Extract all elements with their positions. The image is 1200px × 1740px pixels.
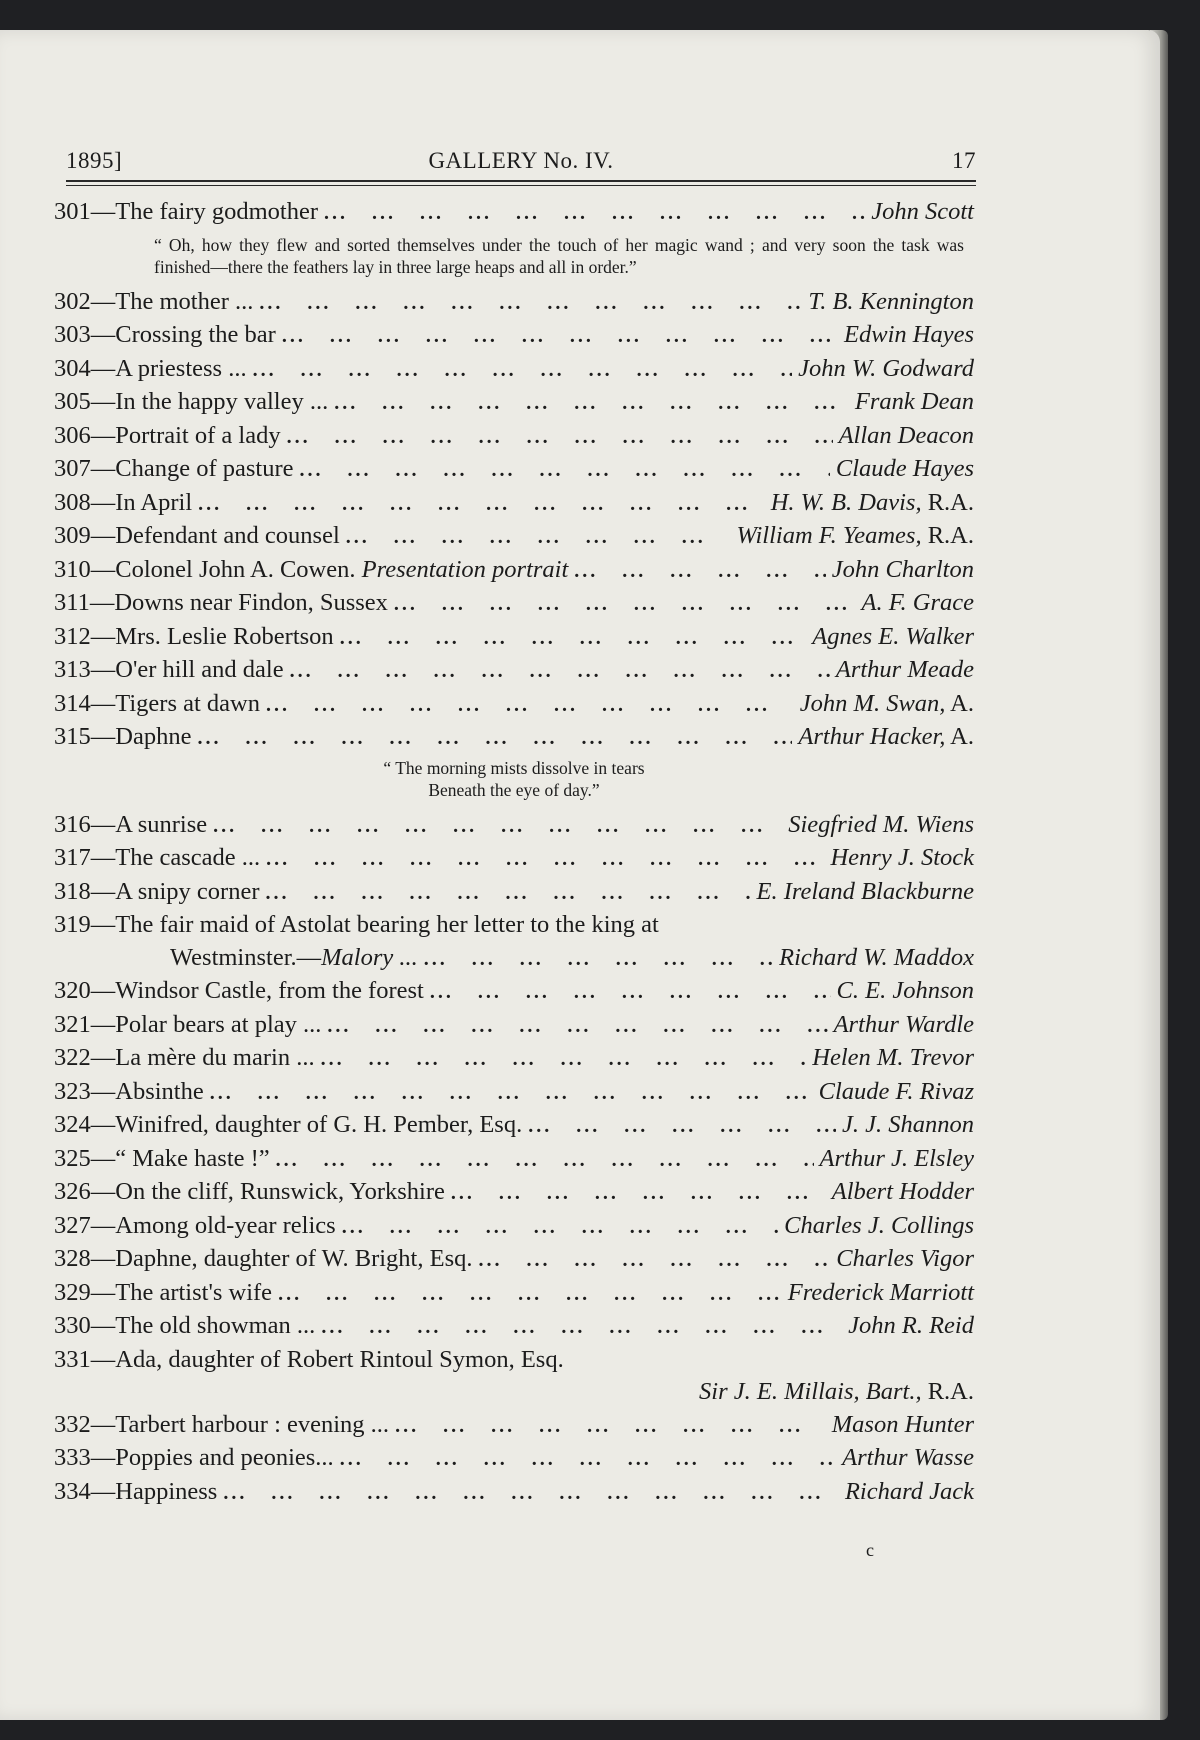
- catalogue-entry: [54, 1143, 974, 1177]
- catalogue-entry: [54, 353, 974, 387]
- dot-leader: [300, 454, 830, 487]
- entry-title: 313—O'er hill and dale: [54, 656, 284, 683]
- entry-title: 325—“ Make haste !”: [54, 1144, 270, 1172]
- catalogue-entry: [54, 420, 974, 454]
- catalogue-entry: [54, 975, 974, 1009]
- catalogue-entry: [54, 487, 974, 521]
- dot-leader: [334, 387, 849, 420]
- entry-artist: Arthur Hacker, A.: [798, 723, 974, 750]
- entry-artist: H. W. B. Davis, R.A.: [770, 488, 974, 516]
- entry-title: 308—In April: [54, 488, 193, 516]
- entry-artist: J. J. Shannon: [842, 1111, 974, 1138]
- dot-leader: [394, 588, 856, 621]
- entry-artist-suffix: A.: [945, 723, 974, 750]
- dot-leader: [327, 1010, 827, 1043]
- continuation-italic: Malory ...: [321, 943, 418, 971]
- entry-artist: Charles J. Collings: [784, 1211, 974, 1239]
- entry-title: 333—Poppies and peonies...: [54, 1444, 334, 1471]
- entry-title: 334—Happiness: [54, 1477, 218, 1505]
- entry-artist: William F. Yeames, R.A.: [736, 522, 974, 549]
- entry-title: 315—Daphne: [54, 723, 192, 750]
- catalogue-entry: [54, 654, 974, 688]
- entry-artist: Edwin Hayes: [844, 321, 974, 348]
- catalogue-entry: [54, 909, 974, 942]
- catalogue-entry: [54, 842, 974, 876]
- entry-artist-suffix: R.A.: [921, 522, 974, 549]
- catalogue-entry: [54, 1176, 974, 1210]
- dot-leader: [324, 197, 865, 230]
- entry-artist: Siegfried M. Wiens: [788, 810, 974, 838]
- entry-title: 332—Tarbert harbour : evening ...: [54, 1410, 390, 1438]
- catalogue-page: [0, 30, 1160, 1720]
- entry-artist: Helen M. Trevor: [812, 1044, 974, 1071]
- entry-title: 323—Absinthe: [54, 1077, 204, 1105]
- dot-leader: [342, 1211, 778, 1244]
- dot-leader: [197, 722, 792, 755]
- entry-artist: John Scott: [871, 198, 974, 225]
- signature-mark: c: [866, 1540, 874, 1560]
- dot-leader: [340, 1443, 836, 1476]
- entry-artist: T. B. Kennington: [808, 287, 974, 315]
- entry-continuation: [54, 942, 974, 976]
- entry-title: 324—Winifred, daughter of G. H. Pember, Esq.: [54, 1111, 523, 1138]
- catalogue-entry: [54, 1076, 974, 1110]
- entry-artist-suffix: A.: [945, 689, 974, 717]
- catalogue-entry: [54, 520, 974, 554]
- entry-title: 307—Change of pasture: [54, 455, 294, 482]
- entry-artist: Arthur Meade: [835, 656, 974, 683]
- catalogue-entry: [54, 621, 974, 655]
- page-number: 17: [952, 148, 976, 173]
- catalogue-entry: [54, 1310, 974, 1344]
- header-rule-thin: [66, 185, 976, 186]
- catalogue-entry: [54, 1442, 974, 1476]
- catalogue-entry: [54, 587, 974, 621]
- entry-artist: Charles Vigor: [836, 1245, 974, 1272]
- entry-title: 318—A snipy corner: [54, 877, 260, 905]
- dot-leader: [340, 622, 807, 655]
- dot-leader: [346, 521, 731, 554]
- entry-title: 304—A priestess ...: [54, 354, 247, 382]
- catalogue-entry: [54, 1277, 974, 1311]
- dot-leader: [287, 421, 833, 454]
- dot-leader: [276, 1144, 814, 1177]
- dot-leader: [321, 1311, 842, 1344]
- entry-title: 320—Windsor Castle, from the forest: [54, 977, 424, 1004]
- entry-title: 309—Defendant and counsel: [54, 522, 340, 549]
- entry-artist: A. F. Grace: [861, 589, 974, 616]
- entry-quote: “ Oh, how they flew and sorted themselves under the touch of her magic wand ; and very soon the task was finished—there the feathers lay in three large heaps and all in order.”: [154, 234, 964, 277]
- dot-leader: [278, 1278, 782, 1311]
- catalogue-entries: [54, 196, 974, 1509]
- entry-artist-suffix: R.A.: [921, 488, 974, 516]
- catalogue-entry: [54, 688, 974, 722]
- dot-leader: [395, 1410, 826, 1443]
- entry-title: 319—The fair maid of Astolat bearing her letter to the king at: [54, 911, 659, 938]
- entry-title: 329—The artist's wife: [54, 1278, 273, 1306]
- header-title: GALLERY No. IV.: [428, 148, 614, 173]
- entry-artist: Frederick Marriott: [787, 1278, 974, 1306]
- catalogue-entry: [54, 1009, 974, 1043]
- entry-artist: John M. Swan, A.: [799, 689, 974, 717]
- entry-title: 305—In the happy valley ...: [54, 388, 329, 415]
- entry-title: 306—Portrait of a lady: [54, 421, 281, 449]
- dot-leader: [213, 810, 782, 843]
- header-year: 1895]: [66, 148, 123, 173]
- entry-artist: C. E. Johnson: [836, 977, 974, 1004]
- catalogue-entry: [54, 721, 974, 755]
- dot-leader: [210, 1077, 813, 1110]
- dot-leader: [451, 1177, 826, 1210]
- entry-artist: Henry J. Stock: [830, 844, 974, 871]
- entry-title: 330—The old showman ...: [54, 1312, 316, 1339]
- entry-artist: Richard Jack: [844, 1477, 974, 1505]
- dot-leader: [479, 1244, 831, 1277]
- entry-artist: Claude F. Rivaz: [818, 1077, 974, 1105]
- entry-quote: [54, 757, 974, 801]
- dot-leader: [253, 354, 793, 387]
- quote-line: “ The morning mists dissolve in tears: [383, 757, 645, 778]
- entry-title: 331—Ada, daughter of Robert Rintoul Symon, Esq.: [54, 1345, 564, 1373]
- catalogue-entry: [54, 453, 974, 487]
- entry-title: 302—The mother ...: [54, 287, 254, 315]
- dot-leader: [321, 1043, 807, 1076]
- catalogue-entry: [54, 1344, 974, 1377]
- entry-title: 310—Colonel John A. Cowen. Presentation portrait: [54, 555, 569, 583]
- continuation-text: Westminster.—Malory ...: [170, 943, 418, 971]
- entry-artist: E. Ireland Blackburne: [756, 877, 974, 905]
- entry-title: 316—A sunrise: [54, 810, 208, 838]
- catalogue-entry: [54, 1109, 974, 1143]
- dot-leader: [266, 877, 751, 910]
- quote-line: Beneath the eye of day.”: [428, 779, 600, 800]
- entry-artist: John R. Reid: [848, 1312, 974, 1339]
- dot-leader: [198, 488, 765, 521]
- catalogue-entry: [54, 1210, 974, 1244]
- entry-artist: Arthur J. Elsley: [819, 1144, 974, 1172]
- catalogue-entry: [54, 1409, 974, 1443]
- entry-title: 328—Daphne, daughter of W. Bright, Esq.: [54, 1245, 473, 1272]
- catalogue-entry: [54, 319, 974, 353]
- dot-leader: [266, 843, 824, 876]
- entry-title: 312—Mrs. Leslie Robertson: [54, 622, 334, 650]
- header-rule-thick: [66, 180, 976, 182]
- entry-artist: Agnes E. Walker: [812, 622, 974, 650]
- entry-artist: Richard W. Maddox: [779, 943, 974, 971]
- entry-artist: Sir J. E. Millais, Bart.,: [699, 1378, 922, 1405]
- entry-artist: Mason Hunter: [831, 1410, 974, 1438]
- entry-title: 301—The fairy godmother: [54, 198, 318, 225]
- entry-artist: Frank Dean: [854, 388, 974, 415]
- entry-title-italic: Presentation portrait: [361, 555, 569, 583]
- entry-title: 322—La mère du marin ...: [54, 1044, 315, 1071]
- dot-leader: [528, 1110, 836, 1143]
- dot-leader: [223, 1477, 839, 1510]
- catalogue-entry: [54, 1476, 974, 1510]
- entry-artist: Albert Hodder: [831, 1178, 974, 1205]
- catalogue-entry: [54, 286, 974, 320]
- catalogue-entry: [54, 196, 974, 230]
- entry-artist: Arthur Wardle: [833, 1010, 974, 1038]
- entry-title: 321—Polar bears at play ...: [54, 1010, 322, 1038]
- dot-leader: [266, 689, 794, 722]
- entry-title: 317—The cascade ...: [54, 844, 261, 871]
- dot-leader: [282, 320, 838, 353]
- catalogue-entry: [54, 809, 974, 843]
- entry-artist-line: [54, 1376, 974, 1409]
- entry-artist: Arthur Wasse: [842, 1444, 974, 1471]
- dot-leader: [259, 287, 802, 320]
- entry-artist: Claude Hayes: [835, 455, 974, 482]
- entry-title: 311—Downs near Findon, Sussex: [54, 589, 388, 616]
- catalogue-entry: [54, 1243, 974, 1277]
- dot-leader: [290, 655, 830, 688]
- entry-title: 327—Among old-year relics: [54, 1211, 336, 1239]
- entry-title: 314—Tigers at dawn: [54, 689, 260, 717]
- dot-leader: [430, 976, 831, 1009]
- dot-leader: [424, 943, 773, 976]
- entry-artist: John W. Godward: [798, 354, 974, 382]
- catalogue-entry: [54, 554, 974, 588]
- catalogue-entry: [54, 386, 974, 420]
- entry-artist-suffix: R.A.: [921, 1378, 974, 1405]
- catalogue-entry: [54, 1042, 974, 1076]
- entry-artist: John Charlton: [831, 555, 974, 583]
- entry-artist: Allan Deacon: [838, 421, 974, 449]
- entry-title: 326—On the cliff, Runswick, Yorkshire: [54, 1178, 445, 1205]
- dot-leader: [574, 555, 825, 588]
- entry-title: 303—Crossing the bar: [54, 321, 276, 348]
- catalogue-entry: [54, 876, 974, 910]
